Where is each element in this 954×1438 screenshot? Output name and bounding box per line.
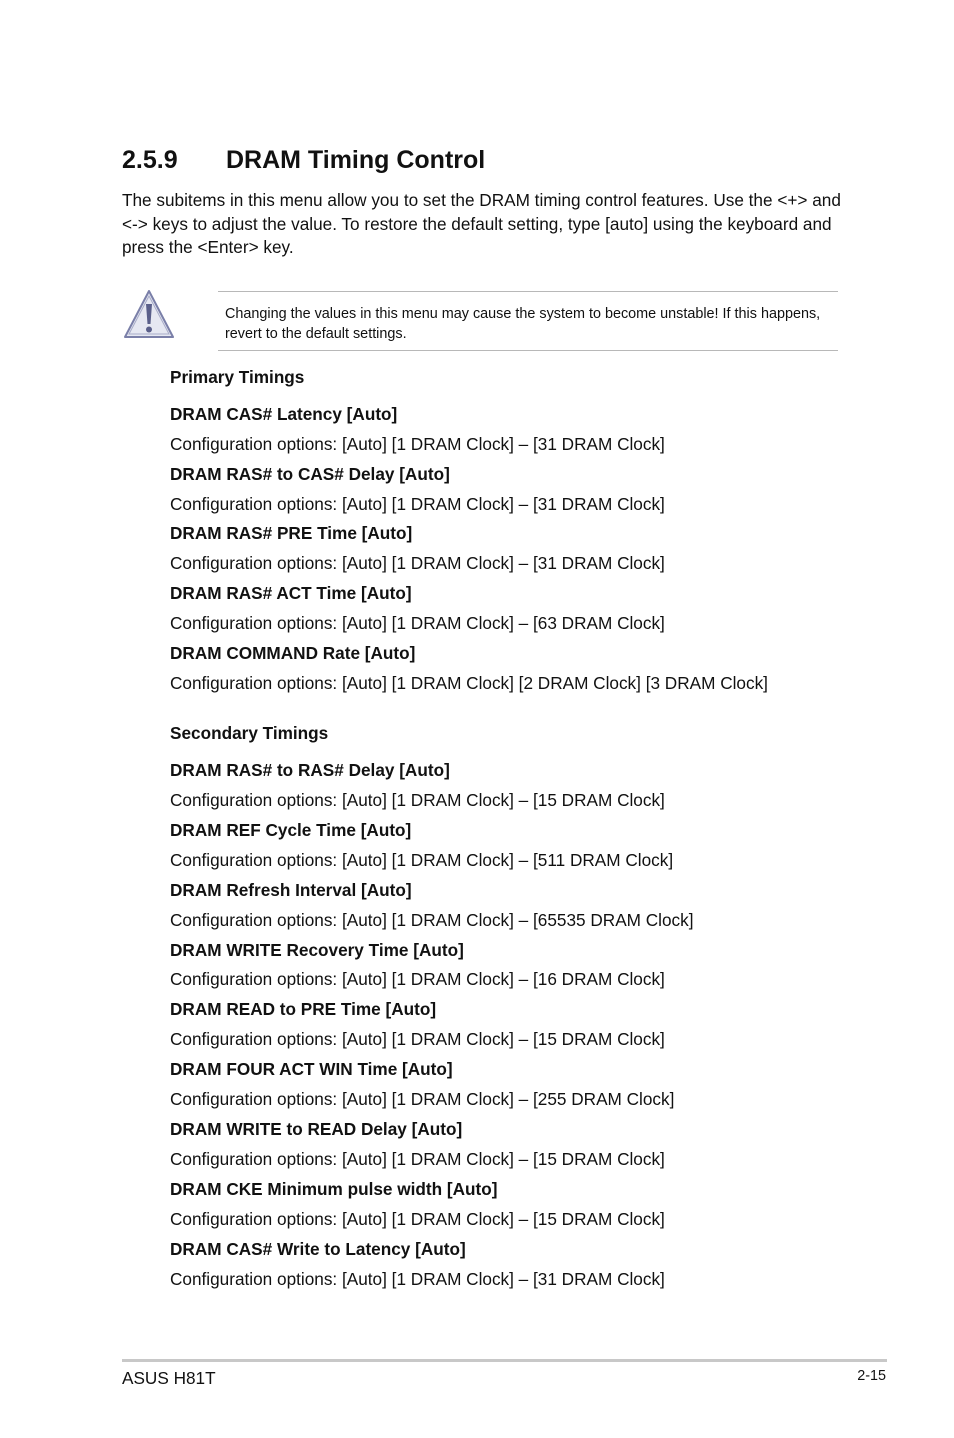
primary-timings-heading: Primary Timings: [170, 367, 305, 387]
section-title: DRAM Timing Control: [226, 146, 486, 174]
secondary-timings-heading: Secondary Timings: [170, 723, 329, 743]
item-title: DRAM FOUR ACT WIN Time [Auto]: [170, 1059, 453, 1079]
item-title: DRAM CKE Minimum pulse width [Auto]: [170, 1179, 498, 1199]
item-options: Configuration options: [Auto] [1 DRAM Clock] – [31 DRAM Clock]: [170, 494, 665, 514]
item-title: DRAM WRITE to READ Delay [Auto]: [170, 1119, 463, 1139]
item-title: DRAM REF Cycle Time [Auto]: [170, 820, 412, 840]
item-title: DRAM RAS# to RAS# Delay [Auto]: [170, 760, 450, 780]
item-options: Configuration options: [Auto] [1 DRAM Clock] – [31 DRAM Clock]: [170, 553, 665, 573]
item-title: DRAM Refresh Interval [Auto]: [170, 880, 412, 900]
caution-box: [218, 291, 838, 351]
item-title: DRAM RAS# PRE Time [Auto]: [170, 523, 413, 543]
item-options: Configuration options: [Auto] [1 DRAM Clock] [2 DRAM Clock] [3 DRAM Clock]: [170, 673, 768, 693]
item-options: Configuration options: [Auto] [1 DRAM Clock] – [15 DRAM Clock]: [170, 1029, 665, 1049]
footer-product-name: ASUS H81T: [122, 1368, 216, 1388]
section-number: 2.5.9: [122, 146, 178, 174]
footer-page-number: 2-15: [857, 1368, 886, 1384]
warning-triangle-icon: [122, 288, 176, 340]
item-options: Configuration options: [Auto] [1 DRAM Clock] – [31 DRAM Clock]: [170, 1269, 665, 1289]
caution-text: Changing the values in this menu may cause the system to become unstable! If this happens, revert to the default settings.: [225, 306, 821, 342]
item-options: Configuration options: [Auto] [1 DRAM Clock] – [15 DRAM Clock]: [170, 1149, 665, 1169]
item-options: Configuration options: [Auto] [1 DRAM Clock] – [15 DRAM Clock]: [170, 1209, 665, 1229]
section-heading: [122, 146, 485, 175]
item-options: Configuration options: [Auto] [1 DRAM Clock] – [63 DRAM Clock]: [170, 613, 665, 633]
item-options: Configuration options: [Auto] [1 DRAM Clock] – [16 DRAM Clock]: [170, 969, 665, 989]
item-options: Configuration options: [Auto] [1 DRAM Clock] – [65535 DRAM Clock]: [170, 910, 694, 930]
item-title: DRAM RAS# ACT Time [Auto]: [170, 583, 412, 603]
footer-divider: [122, 1359, 887, 1362]
item-options: Configuration options: [Auto] [1 DRAM Clock] – [31 DRAM Clock]: [170, 434, 665, 454]
item-options: Configuration options: [Auto] [1 DRAM Clock] – [255 DRAM Clock]: [170, 1089, 675, 1109]
item-options: Configuration options: [Auto] [1 DRAM Clock] – [511 DRAM Clock]: [170, 850, 674, 870]
item-title: DRAM CAS# Write to Latency [Auto]: [170, 1239, 466, 1259]
item-title: DRAM COMMAND Rate [Auto]: [170, 643, 416, 663]
item-options: Configuration options: [Auto] [1 DRAM Clock] – [15 DRAM Clock]: [170, 790, 665, 810]
item-title: DRAM WRITE Recovery Time [Auto]: [170, 940, 464, 960]
item-title: DRAM RAS# to CAS# Delay [Auto]: [170, 464, 450, 484]
intro-paragraph: The subitems in this menu allow you to set the DRAM timing control features. Use the <+> and <-> keys to adjust the value. To restore the default setting, type [auto] using the keyboard and press the <Enter> key.: [122, 190, 841, 257]
item-title: DRAM CAS# Latency [Auto]: [170, 404, 398, 424]
item-title: DRAM READ to PRE Time [Auto]: [170, 999, 437, 1019]
